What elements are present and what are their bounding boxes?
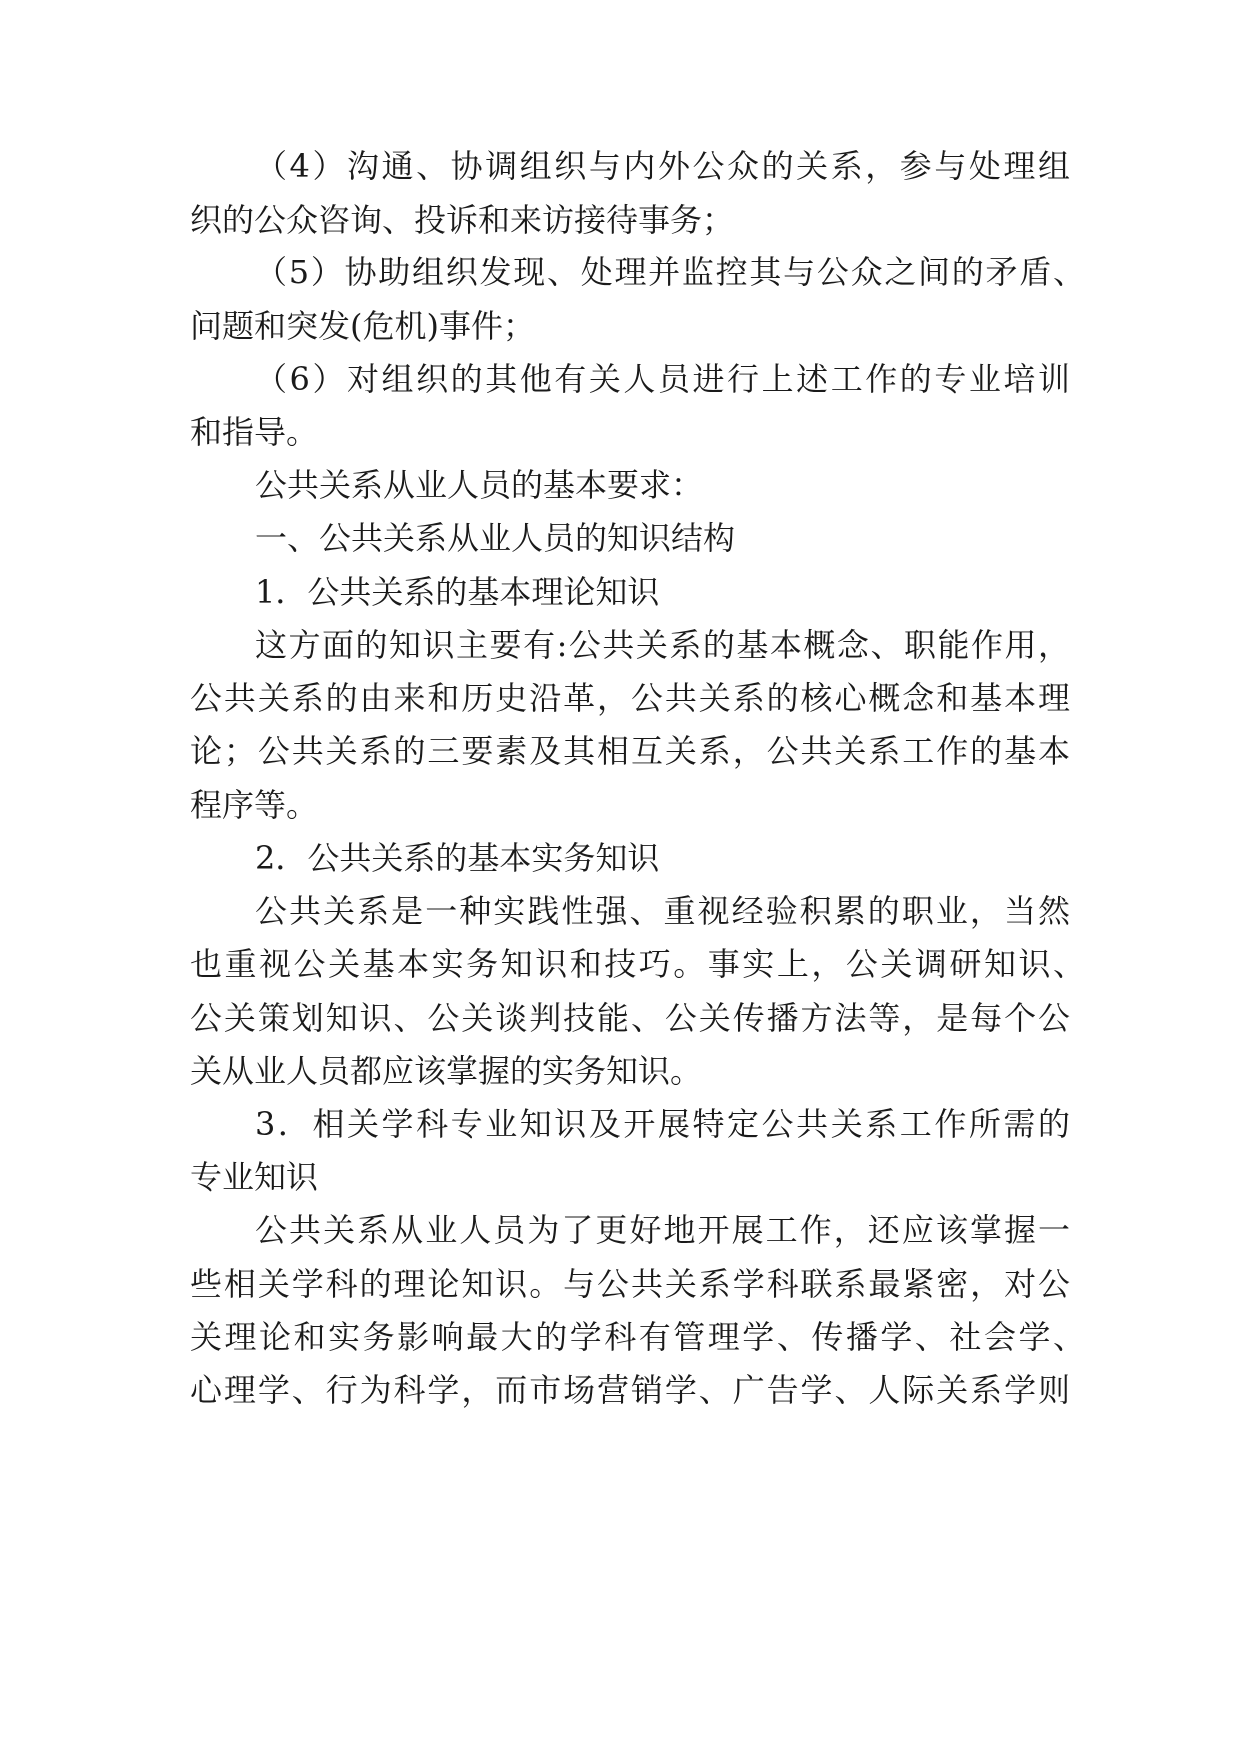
subsection-heading: 3．相关学科专业知识及开展特定公共关系工作所需的 <box>255 1105 1070 1143</box>
text-line: 公共关系从业人员的基本要求： <box>255 466 704 504</box>
text-line: 关理论和实务影响最大的学科有管理学、传播学、社会学、 <box>190 1318 1085 1356</box>
text-line: 公共关系的由来和历史沿革，公共关系的核心概念和基本理 <box>190 679 1070 717</box>
subsection-heading: 1．公共关系的基本理论知识 <box>255 573 660 611</box>
text-line: 论；公共关系的三要素及其相互关系，公共关系工作的基本 <box>190 732 1070 770</box>
text-line: （5）协助组织发现、处理并监控其与公众之间的矛盾、 <box>255 253 1085 291</box>
text-line: （6）对组织的其他有关人员进行上述工作的专业培训 <box>255 360 1070 398</box>
text-line: 问题和突发(危机)事件； <box>190 307 535 345</box>
section-heading: 一、公共关系从业人员的知识结构 <box>255 519 736 557</box>
text-line: 公共关系是一种实践性强、重视经验积累的职业，当然 <box>255 892 1070 930</box>
text-line: 也重视公关基本实务知识和技巧。事实上，公关调研知识、 <box>190 945 1085 983</box>
text-line: 公共关系从业人员为了更好地开展工作，还应该掌握一 <box>255 1211 1070 1249</box>
subsection-heading: 2．公共关系的基本实务知识 <box>255 839 660 877</box>
subsection-heading: 专业知识 <box>190 1158 319 1196</box>
text-line: 织的公众咨询、投诉和来访接待事务； <box>190 201 735 239</box>
text-line: 公关策划知识、公关谈判技能、公关传播方法等，是每个公 <box>190 999 1070 1037</box>
text-line: 些相关学科的理论知识。与公共关系学科联系最紧密，对公 <box>190 1265 1070 1303</box>
text-line: 关从业人员都应该掌握的实务知识。 <box>190 1052 703 1090</box>
text-line: 心理学、行为科学，而市场营销学、广告学、人际关系学则 <box>190 1371 1070 1409</box>
text-line: （4）沟通、协调组织与内外公众的关系，参与处理组 <box>255 147 1070 185</box>
text-line: 和指导。 <box>190 413 319 451</box>
text-line: 程序等。 <box>190 786 319 824</box>
text-line: 这方面的知识主要有:公共关系的基本概念、职能作用， <box>255 626 1070 664</box>
